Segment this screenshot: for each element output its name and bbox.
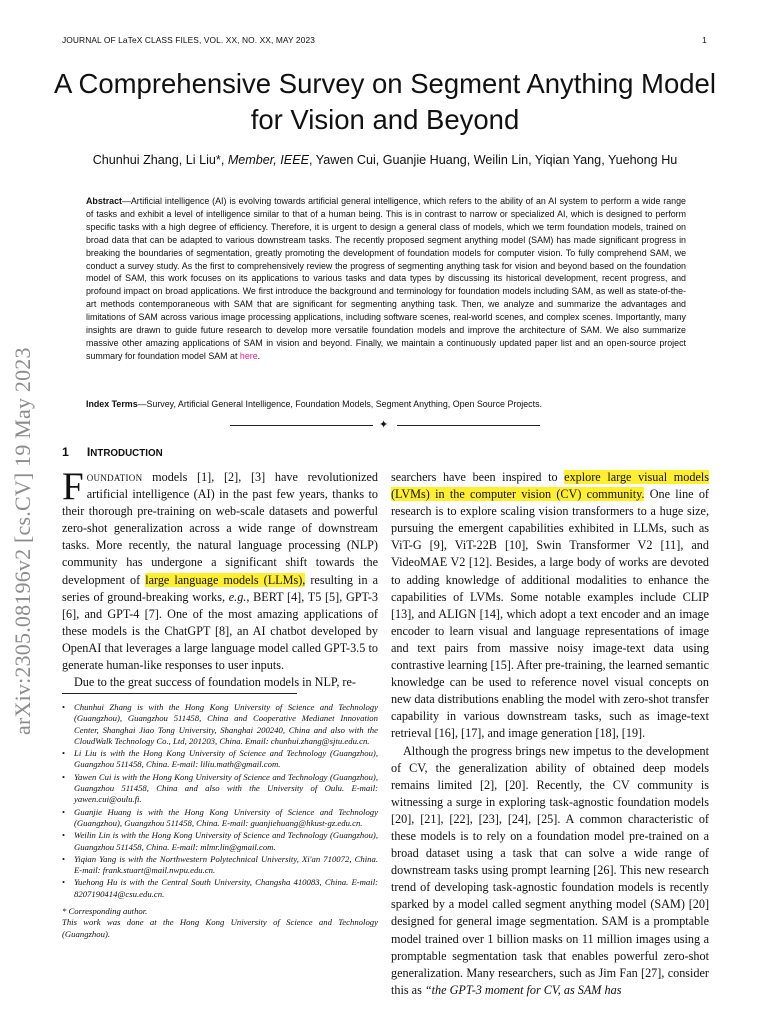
bullet-icon: • <box>62 771 66 782</box>
footnote-item <box>62 772 378 806</box>
text-segment: models [1], [2], [3] have revolutionized artificial intelligence (AI) in the past few years, thanks to their thorough pre-training on web-scale datasets and powerful zero-shot generalization across a wide range of downstream tasks. More recently, the natural language processing (NLP) community has undergone a significant shift towards the development of <box>62 470 378 587</box>
arxiv-watermark: arXiv:2305.08196v2 [cs.CV] 19 May 2023 <box>10 347 35 735</box>
authors-part-2: , Yawen Cui, Guanjie Huang, Weilin Lin, Yiqian Yang, Yuehong Hu <box>309 153 678 167</box>
footnote-item <box>62 807 378 830</box>
index-terms <box>86 399 686 409</box>
footnote-item <box>62 854 378 877</box>
divider-line-left <box>230 425 373 426</box>
text-segment: , BERT [4], T5 [5], GPT-3 [6], and GPT-4 [7]. One of the most amazing applications of these models is the ChatGPT [8], an AI chatbot developed by OpenAI that leverages a large language model called GPT-3.5 to generate human-like responses to user inputs. <box>62 589 378 673</box>
footnote-list <box>62 702 378 900</box>
index-terms-label: Index Terms <box>86 399 138 409</box>
footnote-item <box>62 877 378 900</box>
intro-paragraph-2: Due to the great success of foundation models in NLP, re- <box>74 675 356 690</box>
bullet-icon: • <box>62 748 66 759</box>
right-column <box>391 469 709 999</box>
divider-line-right <box>397 425 540 426</box>
bullet-icon: • <box>62 853 66 864</box>
work-location-note: This work was done at the Hong Kong University of Science and Technology (Guangzhou). <box>62 917 378 939</box>
abstract <box>86 195 686 363</box>
intro-paragraph-4 <box>391 743 709 999</box>
footnote-rule <box>62 693 297 694</box>
footnote-item <box>62 830 378 853</box>
text-segment: Although the progress brings new impetus to the development of CV, the generalization ability of obtained deep models remains limited [2], [20]. Recently, the CV community is witnessing a surge in exploring task-agnostic foundation models [20], [21], [22], [23], [24], [25]. A common characteristic of these models is to rely on a foundation model pre-trained on a broad dataset using a task that can solve a wide range of downstream tasks using prompt learning [26]. This new research trend of developing task-agnostic foundation models is recently sparked by a model called segment anything model (SAM) [20] designed for general image segmentation. SAM is a promptable model trained over 1 billion masks on 11 million images using a promptable segmentation task that enables powerful zero-shot generalization. Many researchers, such as Jim Fan [27], consider this as <box>391 743 709 997</box>
section-title-first: I <box>86 445 91 459</box>
section-divider <box>230 419 540 431</box>
text-segment: One line of research is to explore scaling vision transformers to a huge size, pursuing the emergent capabilities exhibited in LLMs, such as ViT-G [9], ViT-22B [10], Swin Transformer V2 [11], and VideoMAE V2 [12]. Besides, a large body of works are devoted to adding knowledge of additional modalities to enhance the capabilities of LVMs. Some notable examples include CLIP [13], and ALIGN [14], which adopt a text encoder and an image encoder to learn visual and language representations of image and text pairs from massive noisy image-text data using contrastive learning [15]. After pre-training, the learned semantic knowledge can be used to reference novel visual concepts on new data distributions enabling the model with zero-shot transfer capability in various downstream tasks, such as image-text retrieval [16], [17], and image generation [18], [19]. <box>391 487 709 741</box>
footnote-text: Yuehong Hu is with the Central South University, Changsha 410083, China. E-mail: 8207190414@csu.edu.cn. <box>74 877 378 899</box>
bullet-icon: • <box>62 806 66 817</box>
quote-gpt3-moment: “the GPT-3 moment for CV, as SAM has <box>424 982 622 997</box>
section-number: 1 <box>62 445 69 459</box>
intro-paragraph-3 <box>391 469 709 743</box>
highlight-llms: large language models (LLMs), <box>145 572 306 587</box>
paper-title: A Comprehensive Survey on Segment Anything Model for Vision and Beyond <box>54 68 716 135</box>
project-link[interactable]: here <box>239 350 258 361</box>
footnote-text: Chunhui Zhang is with the Hong Kong University of Science and Technology (Guangzhou), Guangzhou 511458, China and Cooperative Medianet Innovation Center, Shanghai Jiao Tong University, Shanghai 200240, China and also with the CloudWalk Technology Co., Ltd, 201203, China. Email: chunhui.zhang@sjtu.edu.cn. <box>74 702 378 746</box>
bullet-icon: • <box>62 702 66 712</box>
smallcaps-word: oundation <box>86 470 143 484</box>
index-terms-text: —Survey, Artificial General Intelligence, Foundation Models, Segment Anything, Open Source Projects. <box>137 399 542 409</box>
drop-cap: F <box>62 465 84 508</box>
footnote-text: Yiqian Yang is with the Northwestern Polytechnical University, Xi'an 710072, China. E-mail: frank.stuart@mail.nwpu.edu.cn. <box>74 853 378 876</box>
abstract-end: . <box>257 350 261 361</box>
bullet-icon: • <box>62 877 66 888</box>
abstract-text: —Artificial intelligence (AI) is evolving towards artificial general intelligence, which refers to the ability of an AI system to perform a wide range of tasks and exhibit a level of intelligence similar to that of a human being. This is in contrast to narrow or specialized AI, which is designed to perform specific tasks with a high degree of efficiency. Therefore, it is urgent to design a general class of models, which we term foundation models, trained on broad data that can be adapted to various downstream tasks. The recently proposed segment anything model (SAM) has made significant progress in breaking the boundaries of segmentation, greatly promoting the development of foundation models for computer vision. To fully comprehend SAM, we conduct a survey study. As the first to comprehensively review the progress of segmenting anything task for vision and beyond based on the foundation model of SAM, this work focuses on its applications to various tasks and data types by discussing its historical development, recent progress, and profound impact on broad applications. We first introduce the background and terminology for foundation models including SAM, as well as state-of-the-art methods contemporaneous with SAM that are significant for segmenting anything task. Then, we analyze and summarize the advantages and limitations of SAM across various image processing applications, including software scenes, real-world scenes, and complex scenes. Importantly, many insights are drawn to guide future research to develop more versatile foundation models and improve the architecture of SAM. We also summarize massive other amazing applications of SAM in vision and beyond. Finally, we maintain a continuously updated paper list and an open-source project summary for foundation model SAM at <box>86 196 686 361</box>
highlight-lvms: explore large visual models (LVMs) in the computer vision (CV) community. <box>391 470 710 502</box>
text-eg: e.g. <box>228 589 247 604</box>
abstract-label: Abstract <box>86 196 123 206</box>
footnote-text: Yawen Cui is with the Hong Kong University of Science and Technology (Guangzhou), Guangzhou 511458, China and also with the University of Oulu. E-mail: yawen.cui@oulu.fi. <box>74 771 378 805</box>
bullet-icon: • <box>62 830 66 841</box>
text-segment: resulting in a series of ground-breaking works, <box>62 572 378 604</box>
divider-diamond-icon: ✦ <box>379 419 389 431</box>
section-title-rest: NTRODUCTION <box>90 448 163 459</box>
running-header-journal: JOURNAL OF LaTeX CLASS FILES, VOL. XX, NO. XX, MAY 2023 <box>62 35 315 45</box>
intro-paragraph-1 <box>62 465 378 674</box>
page-number: 1 <box>702 35 707 45</box>
authors-part-1: Chunhui Zhang, Li Liu*, <box>92 153 228 167</box>
author-list <box>40 153 730 167</box>
footnote-item <box>62 702 378 747</box>
footnote-text: Weilin Lin is with the Hong Kong University of Science and Technology (Guangzhou), Guangzhou 511458, China. E-mail: mlmr.lin@gmail.com. <box>74 830 378 852</box>
left-column <box>62 465 378 691</box>
footnote-text: Guanjie Huang is with the Hong Kong University of Science and Technology (Guangzhou), Guangzhou 511458, China. E-mail: guanjiehuang@hkust-gz.edu.cn. <box>74 806 378 828</box>
text-segment: searchers have been inspired to <box>391 470 565 484</box>
section-heading <box>62 445 163 459</box>
footnote-text: Li Liu is with the Hong Kong University of Science and Technology (Guangzhou), Guangzhou 511458, China. E-mail: liliu.math@gmail.com. <box>74 748 378 770</box>
author-role: Member, IEEE <box>227 153 310 167</box>
affiliation-footnotes <box>62 702 378 940</box>
footnote-item <box>62 748 378 771</box>
corresponding-author-note: * Corresponding author. <box>62 906 148 917</box>
